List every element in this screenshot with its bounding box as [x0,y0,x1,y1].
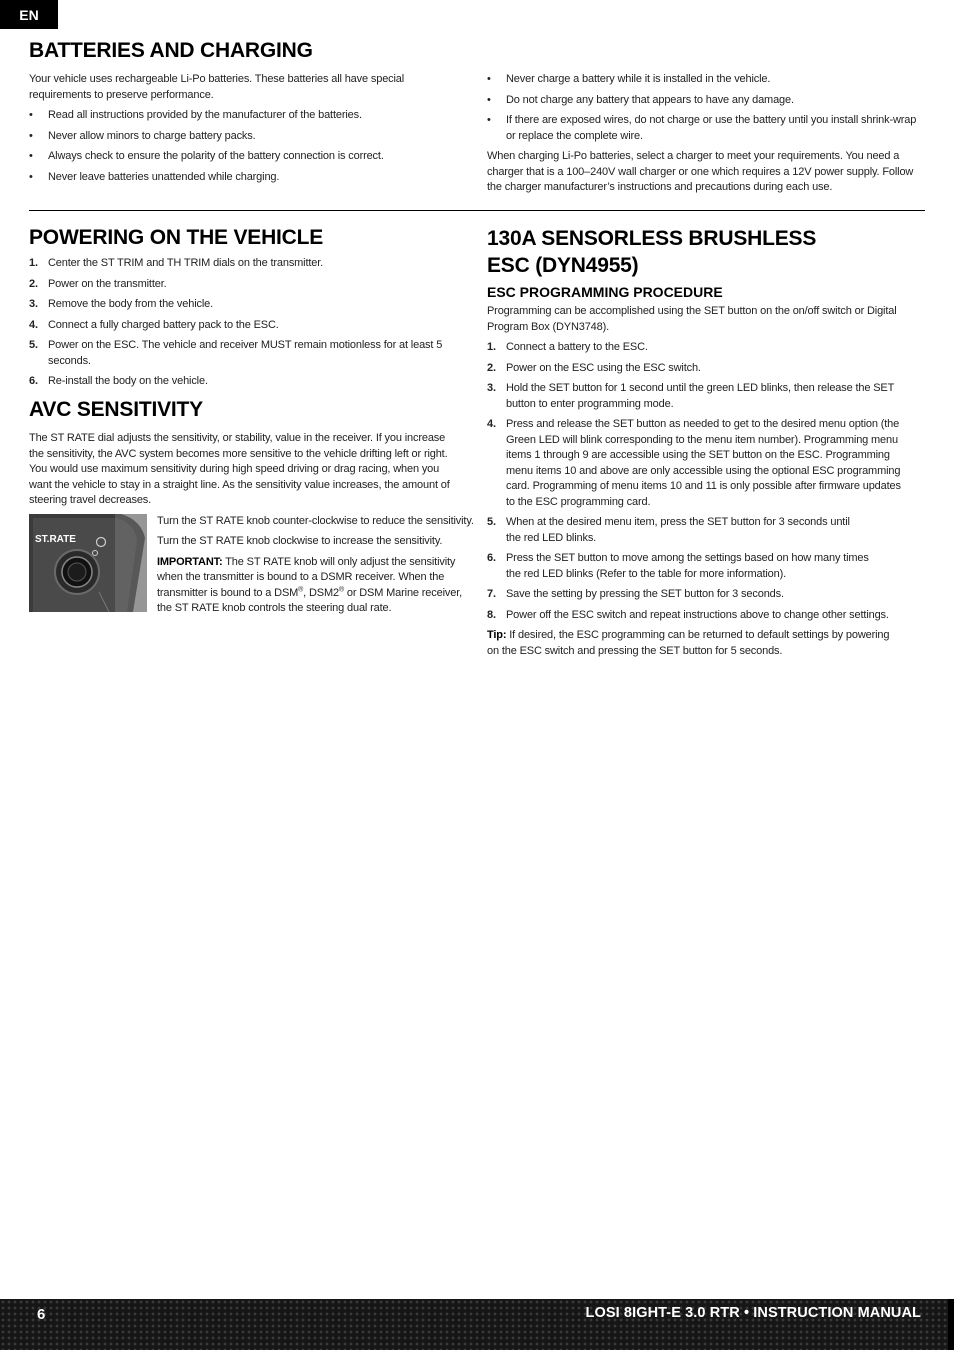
step-text: Save the setting by pressing the SET button for 3 seconds. [506,588,784,600]
batteries-left-bullets [29,108,461,185]
step-text: Remove the body from the vehicle. [48,298,214,310]
list-item [487,551,912,582]
avc-intro: The ST RATE dial adjusts the sensitivity, or stability, value in the receiver. If you increase the sensitivity, the AVC system becomes more sensitive to the vehicle drifting left or right. You would use maximum sensitivity during high speed driving or drag racing, when you want the vehicle to stay in a straight line. As the sensitivity value increases, the amount of steering travel decreases. [29,432,450,506]
registered-mark: ® [338,585,344,593]
powering-section [29,225,474,390]
step-text: Power on the ESC using the ESC switch. [506,361,701,374]
step-text: Connect a fully charged battery pack to the ESC. [48,318,279,331]
esc-intro: Programming can be accomplished using the SET button on the on/off switch or Digital Program Box (DYN3748). [487,305,897,333]
step-text: Power on the ESC. The vehicle and receiver MUST remain motionless for at least 5 seconds. [48,339,443,367]
avc-heading: AVC SENSITIVITY [29,398,203,421]
step-text: Power off the ESC switch and repeat instructions above to change other settings. [506,608,889,621]
step-number: 1. [29,257,38,269]
esc-section [487,225,912,659]
step-text: Connect a battery to the ESC. [506,341,648,353]
list-item: • Never leave batteries unattended while charging. [29,170,461,186]
page-number: 6 [37,1306,46,1323]
list-item: • Read all instructions provided by the manufacturer of the batteries. [29,108,461,124]
st-rate-knob-image [29,514,147,612]
step-number: 6. [29,375,38,387]
step-number: 2. [487,361,496,374]
list-item [487,515,912,546]
step-number: 4. [29,318,38,331]
step-text: Center the ST TRIM and TH TRIM dials on the transmitter. [48,257,324,269]
powering-steps [29,256,474,390]
batteries-right-bullets [487,72,919,144]
page-footer [0,1299,954,1350]
esc-tip [487,628,912,659]
list-item [29,318,474,334]
knob-label: ST.RATE [35,533,76,545]
esc-heading: 130A SENSORLESS BRUSHLESS ESC (DYN4955) [487,227,817,277]
step-text: Press and release the SET button as needed to get to the desired menu option (the Green LED will blink corresponding to the menu item number). Programming menu items 1 through 9 are accessible using the SET button on the ESC. Programming menu items 10 and above are only accessible using the optional ESC programming card. Programming of menu items 10 and 11 is only possible after firmware updates to the ESC programming card. [506,418,901,508]
manual-title: LOSI 8IGHT-E 3.0 RTR • INSTRUCTION MANUAL [585,1305,921,1321]
footer-edge [948,1299,954,1350]
list-item [29,338,474,369]
step-number: 7. [487,588,496,600]
important-text: , DSM2 [303,586,339,599]
list-item [487,587,912,603]
step-text: Press the SET button to move among the settings based on how many times the red LED blinks (Refer to the table for more information). [506,552,869,580]
important-text: or DSM Marine receiver, the ST RATE knob controls the steering dual rate. [157,586,463,614]
step-text: Hold the SET button for 1 second until the green LED blinks, then release the SET button to enter programming mode. [506,382,894,410]
step-text: Power on the transmitter. [48,277,167,290]
list-item [487,417,912,510]
batteries-left-column [29,38,461,185]
list-item [29,277,474,293]
list-item [487,361,912,377]
esc-steps [487,340,912,623]
list-item: • Never allow minors to charge battery packs. [29,129,461,145]
avc-figure-text [157,514,474,622]
step-number: 6. [487,552,496,564]
step-number: 5. [487,516,496,528]
step-number: 4. [487,418,496,430]
tip-label: Tip: [487,629,507,641]
list-item [29,256,474,272]
important-label: IMPORTANT: [157,555,223,568]
list-item [487,340,912,356]
list-item: • Do not charge any battery that appears to have any damage. [487,93,919,109]
list-item [487,381,912,412]
list-item: • If there are exposed wires, do not charge or use the battery until you install shrink-wrap or replace the complete wire. [487,113,919,144]
step-number: 1. [487,341,496,353]
registered-mark: ® [298,585,304,593]
important-text: The ST RATE knob will only adjust the sensitivity when the transmitter is bound to a DSMR receiver. When the transmitter is bound to a DSM [157,555,456,599]
list-item [487,608,912,624]
step-number: 2. [29,277,38,290]
list-item: • Never charge a battery while it is installed in the vehicle. [487,72,919,88]
list-item [29,297,474,313]
avc-ccw-text: Turn the ST RATE knob counter-clockwise to reduce the sensitivity. [157,514,474,527]
avc-important-note [157,555,466,617]
batteries-intro: Your vehicle uses rechargeable Li-Po batteries. These batteries all have special requirements to preserve performance. [29,73,405,101]
batteries-heading: BATTERIES AND CHARGING [29,39,313,62]
esc-subheading: ESC PROGRAMMING PROCEDURE [487,284,723,300]
batteries-right-column [487,68,919,196]
step-number: 5. [29,339,38,351]
step-number: 3. [487,382,496,394]
step-number: 8. [487,608,496,621]
tip-text: If desired, the ESC programming can be returned to default settings by powering on the ESC switch and pressing the SET button for 5 seconds. [487,629,890,657]
step-text: Re-install the body on the vehicle. [48,375,208,387]
list-item: • Always check to ensure the polarity of the battery connection is correct. [29,149,461,165]
avc-cw-text: Turn the ST RATE knob clockwise to increase the sensitivity. [157,535,443,547]
section-divider [29,210,925,211]
avc-section [29,397,474,622]
language-tab: EN [0,0,58,29]
step-text: When at the desired menu item, press the SET button for 3 seconds until the red LED blinks. [506,516,850,544]
list-item [29,374,474,390]
avc-figure-row [29,514,474,622]
powering-heading: POWERING ON THE VEHICLE [29,226,324,249]
step-number: 3. [29,298,38,310]
charger-note: When charging Li-Po batteries, select a charger to meet your requirements. You need a charger that is a 100–240V wall charger or one which requires a 12V power supply. Follow the charger manufacturer’s instructions and precautions during each use. [487,150,914,193]
